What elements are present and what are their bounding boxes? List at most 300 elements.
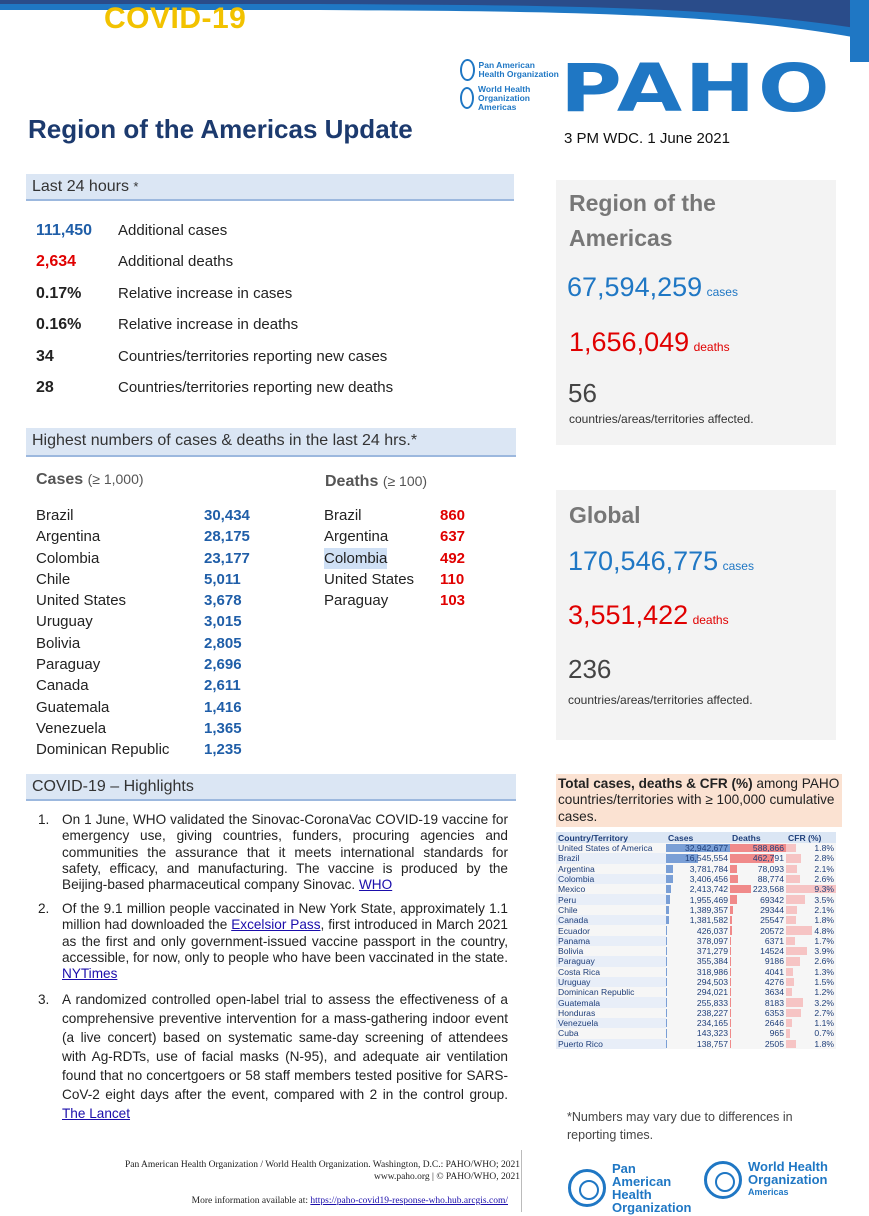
cell-deaths bbox=[730, 884, 786, 894]
table-row bbox=[556, 987, 836, 997]
deaths-subheader bbox=[325, 473, 427, 491]
cell-country: Mexico bbox=[556, 884, 666, 894]
cell-cfr bbox=[786, 905, 836, 915]
data-bar-cases bbox=[666, 916, 669, 924]
cases-value: 3,678 bbox=[204, 592, 242, 610]
global-cases bbox=[568, 546, 754, 577]
excelsior-pass-link[interactable]: Excelsior Pass bbox=[231, 917, 321, 933]
cell-deaths bbox=[730, 956, 786, 966]
highlight-number: 3. bbox=[38, 992, 50, 1007]
last24-row bbox=[36, 285, 292, 303]
table-row bbox=[556, 956, 836, 966]
footer-who-text-2: Organization bbox=[748, 1172, 828, 1187]
data-bar-cfr bbox=[786, 937, 795, 945]
cell-value-cases: 3,406,456 bbox=[689, 874, 728, 885]
col-deaths: Deaths bbox=[730, 832, 786, 843]
cell-value-cases: 1,955,469 bbox=[689, 894, 728, 905]
cell-value-cases: 318,986 bbox=[696, 966, 728, 977]
cell-deaths bbox=[730, 967, 786, 977]
cell-cfr bbox=[786, 936, 836, 946]
dashboard-link[interactable]: https://paho-covid19-response-who.hub.arcgis.com/ bbox=[310, 1196, 508, 1206]
deaths-country: Colombia bbox=[324, 548, 387, 569]
who-mini-text: World Health Organization bbox=[478, 83, 531, 103]
cell-cfr bbox=[786, 915, 836, 925]
cell-country: Brazil bbox=[556, 853, 666, 863]
cell-value-deaths: 25547 bbox=[760, 915, 784, 926]
cell-value-cfr: 2.1% bbox=[814, 863, 834, 874]
cell-cases bbox=[666, 997, 730, 1007]
cell-value-deaths: 588,866 bbox=[752, 843, 784, 854]
cell-cases bbox=[666, 843, 730, 853]
cases-value: 1,235 bbox=[204, 741, 242, 759]
more-info-label: More information available at: bbox=[191, 1196, 308, 1206]
highlight-item-1 bbox=[38, 812, 508, 893]
cell-value-deaths: 965 bbox=[769, 1028, 784, 1039]
cell-cfr bbox=[786, 925, 836, 935]
cell-value-deaths: 3634 bbox=[764, 987, 784, 998]
cell-cases bbox=[666, 987, 730, 997]
last24-value: 28 bbox=[36, 379, 54, 396]
cell-cfr bbox=[786, 977, 836, 987]
data-bar-cfr bbox=[786, 895, 805, 903]
global-deaths-value: 3,551,422 bbox=[568, 600, 689, 630]
cell-country: Uruguay bbox=[556, 977, 666, 987]
cases-value: 23,177 bbox=[204, 549, 250, 567]
cell-cases bbox=[666, 956, 730, 966]
cases-country: Dominican Republic bbox=[36, 741, 170, 759]
deaths-value: 860 bbox=[440, 507, 466, 524]
cell-value-cfr: 3.5% bbox=[814, 894, 834, 905]
data-bar-cases bbox=[666, 906, 669, 914]
footer-line1: Pan American Health Organization / World Health Organization. Washington, D.C.: PAHO/WHO; 2021 bbox=[124, 1160, 520, 1170]
cell-deaths bbox=[730, 977, 786, 987]
region-deaths bbox=[569, 327, 730, 358]
last24-value: 34 bbox=[36, 348, 54, 365]
cell-cases bbox=[666, 946, 730, 956]
data-bar-deaths bbox=[730, 947, 731, 955]
cell-cases bbox=[666, 1028, 730, 1038]
data-bar-deaths bbox=[730, 916, 732, 924]
last24-label: Relative increase in deaths bbox=[118, 316, 299, 333]
last24-row bbox=[36, 253, 233, 271]
cases-title: Cases bbox=[36, 471, 84, 488]
data-bar-deaths bbox=[730, 937, 731, 945]
region-heading-line2: Americas bbox=[569, 225, 673, 251]
table-row bbox=[556, 946, 836, 956]
cell-value-deaths: 6371 bbox=[764, 935, 784, 946]
cell-cases bbox=[666, 936, 730, 946]
table-row bbox=[556, 1018, 836, 1028]
data-bar-cfr bbox=[786, 978, 794, 986]
cell-value-cases: 16,545,554 bbox=[684, 853, 728, 864]
highlight-text: A randomized controlled open-label trial to assess the effectiveness of a comprehensive preventive intervention for a mass-gathering indoor event (a live concert) based on systematic same-day screening of attendees with Ag-RDTs, use of facial masks (N-95), and adequate air ventilation found that no concertgoers or 58 staff members tested positive for SARS-CoV-2 eight days after the event, compared with 2 in the control group. bbox=[62, 992, 508, 1102]
cases-value: 3,015 bbox=[204, 613, 242, 631]
deaths-country: Argentina bbox=[324, 528, 389, 546]
global-countries-label: countries/areas/territories affected. bbox=[568, 693, 753, 707]
cell-cases bbox=[666, 884, 730, 894]
cell-cfr bbox=[786, 884, 836, 894]
highlights-heading: COVID-19 – Highlights bbox=[32, 778, 194, 795]
deaths-value: 103 bbox=[440, 592, 466, 610]
cell-cfr bbox=[786, 874, 836, 884]
last24-label: Countries/territories reporting new deaths bbox=[118, 379, 394, 396]
cell-country: Venezuela bbox=[556, 1018, 666, 1028]
cases-value: 1,416 bbox=[204, 698, 242, 716]
highlight-number: 2. bbox=[38, 901, 50, 916]
deaths-value: 492 bbox=[440, 549, 466, 567]
cell-cases bbox=[666, 905, 730, 915]
footer-who-text-1: World Health bbox=[748, 1159, 828, 1174]
cases-value: 30,434 bbox=[204, 507, 250, 524]
region-deaths-unit: deaths bbox=[693, 340, 730, 354]
last24-asterisk: * bbox=[133, 179, 139, 194]
footer-who-text-3: Americas bbox=[748, 1187, 789, 1197]
cell-country: Ecuador bbox=[556, 925, 666, 935]
cell-cfr bbox=[786, 1039, 836, 1049]
cell-deaths bbox=[730, 1018, 786, 1028]
data-bar-cases bbox=[666, 865, 673, 873]
data-bar-cases bbox=[666, 937, 667, 945]
cases-country: Venezuela bbox=[36, 719, 107, 737]
cell-cases bbox=[666, 894, 730, 904]
last24-row bbox=[36, 316, 298, 334]
table-row bbox=[556, 915, 836, 925]
data-bar-cfr bbox=[786, 916, 796, 924]
who-source-link[interactable]: WHO bbox=[358, 877, 393, 893]
cell-value-deaths: 9186 bbox=[764, 956, 784, 967]
highlight-text-cont: , first introduced in March 2021 as the first and only government-issued vaccine passport in the country, accessible, for now, only to people who have been vaccinated in the state. bbox=[62, 917, 508, 965]
cell-value-cases: 355,384 bbox=[696, 956, 728, 967]
cell-cases bbox=[666, 864, 730, 874]
highest-heading: Highest numbers of cases & deaths in the last 24 hrs.* bbox=[32, 432, 418, 449]
cell-deaths bbox=[730, 1008, 786, 1018]
data-bar-cfr bbox=[786, 968, 793, 976]
cell-value-deaths: 20572 bbox=[760, 925, 784, 936]
data-bar-cases bbox=[666, 988, 667, 996]
cell-deaths bbox=[730, 915, 786, 925]
cell-country: Honduras bbox=[556, 1008, 666, 1018]
cell-cfr bbox=[786, 843, 836, 853]
data-bar-cfr bbox=[786, 906, 797, 914]
cases-value-list bbox=[204, 505, 250, 761]
deaths-value: 637 bbox=[440, 528, 466, 546]
data-bar-cfr bbox=[786, 947, 807, 955]
data-bar-deaths bbox=[730, 1029, 731, 1037]
cases-country: Uruguay bbox=[36, 613, 93, 631]
cell-cases bbox=[666, 853, 730, 863]
who-emblem-icon bbox=[704, 1161, 742, 1199]
cell-cases bbox=[666, 1008, 730, 1018]
cell-value-cases: 378,097 bbox=[696, 935, 728, 946]
last24-label: Countries/territories reporting new cases bbox=[118, 348, 388, 365]
data-bar-deaths bbox=[730, 1040, 731, 1048]
paho-mini-text: Pan American Health Organization bbox=[478, 60, 559, 79]
data-bar-cfr bbox=[786, 1029, 790, 1037]
deaths-country-list bbox=[324, 505, 414, 611]
cell-value-cfr: 4.8% bbox=[814, 925, 834, 936]
cell-value-cases: 294,503 bbox=[696, 977, 728, 987]
footer-paho-logo bbox=[568, 1162, 692, 1214]
cases-country: Colombia bbox=[36, 549, 100, 567]
deaths-country: United States bbox=[324, 570, 415, 588]
cell-value-cfr: 0.7% bbox=[814, 1028, 834, 1039]
region-heading bbox=[569, 186, 716, 256]
last24-value: 111,450 bbox=[36, 222, 93, 239]
table-row bbox=[556, 977, 836, 987]
table-footnote: *Numbers may vary due to differences in reporting times. bbox=[567, 1110, 793, 1142]
deaths-title: Deaths bbox=[325, 473, 379, 490]
cell-value-deaths: 4041 bbox=[764, 966, 784, 977]
cell-value-deaths: 78,093 bbox=[757, 863, 784, 874]
global-countries-value: 236 bbox=[568, 654, 612, 684]
partner-logos bbox=[460, 56, 560, 116]
cell-value-cfr: 1.3% bbox=[814, 966, 834, 977]
cell-value-cases: 3,781,784 bbox=[689, 863, 728, 874]
table-row bbox=[556, 864, 836, 874]
footer-divider bbox=[521, 1150, 522, 1212]
data-bar-deaths bbox=[730, 885, 751, 893]
cases-value: 5,011 bbox=[204, 570, 241, 588]
cell-deaths bbox=[730, 1028, 786, 1038]
cell-value-cfr: 1.8% bbox=[814, 843, 834, 854]
cell-country: Cuba bbox=[556, 1028, 666, 1038]
cases-country: United States bbox=[36, 592, 127, 610]
cell-value-deaths: 2646 bbox=[764, 1018, 784, 1029]
cell-country: Paraguay bbox=[556, 956, 666, 966]
cell-value-cfr: 3.9% bbox=[814, 946, 834, 957]
data-bar-deaths bbox=[730, 957, 731, 965]
data-bar-cases bbox=[666, 1040, 667, 1048]
table-row bbox=[556, 894, 836, 904]
data-bar-deaths bbox=[730, 865, 737, 873]
deaths-threshold: (≥ 100) bbox=[382, 473, 428, 489]
last24-row bbox=[36, 348, 387, 366]
table-row bbox=[556, 936, 836, 946]
cell-country: Guatemala bbox=[556, 997, 666, 1007]
paho-logo: PAHO bbox=[560, 50, 833, 127]
cell-value-cases: 2,413,742 bbox=[689, 884, 728, 895]
nytimes-source-link[interactable]: NYTimes bbox=[62, 966, 118, 982]
cell-deaths bbox=[730, 894, 786, 904]
cell-country: Peru bbox=[556, 894, 666, 904]
table-row bbox=[556, 843, 836, 853]
cell-deaths bbox=[730, 864, 786, 874]
highest-header bbox=[26, 428, 516, 457]
cases-value: 2,611 bbox=[204, 677, 241, 695]
cell-cfr bbox=[786, 894, 836, 904]
who-globe-icon bbox=[460, 87, 474, 109]
last24-row bbox=[36, 379, 393, 397]
data-bar-cases bbox=[666, 998, 667, 1006]
cell-cases bbox=[666, 915, 730, 925]
cases-country: Argentina bbox=[36, 528, 101, 546]
highlight-number: 1. bbox=[38, 812, 50, 827]
cell-deaths bbox=[730, 843, 786, 853]
cell-value-cases: 1,381,582 bbox=[689, 915, 728, 926]
cell-deaths bbox=[730, 925, 786, 935]
last24-row bbox=[36, 222, 227, 240]
cell-value-cases: 426,037 bbox=[696, 925, 728, 936]
data-bar-cfr bbox=[786, 1009, 801, 1017]
col-country: Country/Territory bbox=[556, 832, 666, 843]
cell-country: Chile bbox=[556, 905, 666, 915]
last24-header bbox=[26, 174, 514, 201]
cases-country: Bolivia bbox=[36, 634, 81, 652]
cell-deaths bbox=[730, 1039, 786, 1049]
data-bar-cfr bbox=[786, 1019, 792, 1027]
table-caption-bold: Total cases, deaths & CFR (%) bbox=[558, 776, 753, 791]
cases-value: 28,175 bbox=[204, 528, 250, 546]
region-heading-line1: Region of the bbox=[569, 190, 716, 216]
cell-value-cases: 255,833 bbox=[696, 997, 728, 1008]
last24-value: 2,634 bbox=[36, 253, 77, 270]
cell-cases bbox=[666, 977, 730, 987]
data-bar-deaths bbox=[730, 978, 731, 986]
cell-value-cfr: 2.6% bbox=[814, 956, 834, 967]
global-cases-value: 170,546,775 bbox=[568, 546, 719, 576]
highlight-text: Of the 9.1 million people vaccinated in New York State, approximately 1.1 million had downloaded the bbox=[62, 901, 508, 933]
cases-value: 2,805 bbox=[204, 634, 242, 652]
region-deaths-value: 1,656,049 bbox=[569, 327, 690, 357]
cases-value: 1,365 bbox=[204, 719, 242, 737]
cases-country: Chile bbox=[36, 570, 71, 588]
highlight-text: On 1 June, WHO validated the Sinovac-CoronaVac COVID-19 vaccine for emergency use, giving countries, funders, procuring agencies and communities the assurance that it meets international standards for safety, efficacy, and manufacturing. The vaccine is produced by the Beijing-based pharmaceutical company Sinovac. bbox=[62, 812, 508, 893]
global-deaths bbox=[568, 600, 729, 631]
data-bar-cfr bbox=[786, 844, 796, 852]
footer-who-logo bbox=[704, 1160, 828, 1199]
cases-country: Guatemala bbox=[36, 698, 110, 716]
cell-country: Costa Rica bbox=[556, 967, 666, 977]
cell-cases bbox=[666, 967, 730, 977]
cell-value-deaths: 462,791 bbox=[752, 853, 784, 864]
highlight-item-3 bbox=[38, 990, 508, 1123]
data-bar-deaths bbox=[730, 988, 731, 996]
highlights-header bbox=[26, 774, 516, 801]
cell-deaths bbox=[730, 853, 786, 863]
lancet-source-link[interactable]: The Lancet bbox=[62, 1106, 131, 1121]
cell-value-deaths: 8183 bbox=[764, 997, 784, 1008]
report-date: 3 PM WDC. 1 June 2021 bbox=[564, 130, 730, 147]
data-bar-deaths bbox=[730, 998, 731, 1006]
cell-value-cfr: 1.5% bbox=[814, 977, 834, 987]
last24-heading: Last 24 hours bbox=[32, 178, 129, 195]
region-countries-value: 56 bbox=[568, 378, 597, 408]
cell-value-cfr: 3.2% bbox=[814, 997, 834, 1008]
cell-deaths bbox=[730, 997, 786, 1007]
cell-country: Panama bbox=[556, 936, 666, 946]
last24-label: Relative increase in cases bbox=[118, 285, 293, 302]
data-bar-deaths bbox=[730, 895, 737, 903]
cell-cfr bbox=[786, 1018, 836, 1028]
cell-country: Argentina bbox=[556, 864, 666, 874]
cell-value-cfr: 9.3% bbox=[814, 884, 834, 895]
cases-country: Paraguay bbox=[36, 656, 101, 674]
data-bar-cfr bbox=[786, 1040, 796, 1048]
table-row bbox=[556, 853, 836, 863]
deaths-country: Paraguay bbox=[324, 592, 389, 610]
footer-paho-text: Pan American Health Organization bbox=[612, 1161, 692, 1215]
cell-country: Bolivia bbox=[556, 946, 666, 956]
cases-threshold: (≥ 1,000) bbox=[87, 471, 144, 487]
cell-value-deaths: 4276 bbox=[764, 977, 784, 987]
banner-title: COVID-19 bbox=[104, 2, 247, 35]
cell-value-cfr: 1.7% bbox=[814, 935, 834, 946]
cell-value-cases: 1,389,357 bbox=[689, 904, 728, 915]
cell-value-deaths: 14524 bbox=[760, 946, 784, 957]
footer-credits bbox=[80, 1160, 520, 1183]
table-caption-text-1: among bbox=[756, 776, 798, 791]
data-bar-cfr bbox=[786, 988, 792, 996]
data-bar-cases bbox=[666, 957, 667, 965]
page-title: Region of the Americas Update bbox=[28, 114, 413, 144]
table-row bbox=[556, 1039, 836, 1049]
cell-value-cfr: 1.1% bbox=[814, 1018, 834, 1029]
cell-value-cfr: 2.7% bbox=[814, 1007, 834, 1018]
cell-cfr bbox=[786, 946, 836, 956]
data-bar-cfr bbox=[786, 865, 797, 873]
cell-cases bbox=[666, 925, 730, 935]
cases-value: 2,696 bbox=[204, 656, 242, 674]
cell-cfr bbox=[786, 853, 836, 863]
cell-value-cases: 234,165 bbox=[696, 1018, 728, 1029]
table-row bbox=[556, 1028, 836, 1038]
region-cases bbox=[567, 272, 738, 303]
cell-deaths bbox=[730, 946, 786, 956]
last24-label: Additional cases bbox=[118, 222, 228, 239]
data-bar-deaths bbox=[730, 968, 731, 976]
table-row bbox=[556, 874, 836, 884]
cell-cfr bbox=[786, 864, 836, 874]
deaths-value-list bbox=[440, 505, 465, 611]
cell-cases bbox=[666, 874, 730, 884]
data-bar-cases bbox=[666, 1029, 667, 1037]
data-bar-cfr bbox=[786, 998, 803, 1006]
table-row bbox=[556, 997, 836, 1007]
last24-label: Additional deaths bbox=[118, 253, 234, 270]
cell-cfr bbox=[786, 967, 836, 977]
cell-value-deaths: 223,568 bbox=[752, 884, 784, 895]
cell-cfr bbox=[786, 956, 836, 966]
cell-value-deaths: 69342 bbox=[760, 894, 784, 905]
cell-country: Puerto Rico bbox=[556, 1039, 666, 1049]
cell-value-cases: 32,942,677 bbox=[684, 843, 728, 854]
cell-value-cfr: 1.8% bbox=[814, 915, 834, 926]
data-bar-cases bbox=[666, 875, 673, 883]
cell-cfr bbox=[786, 987, 836, 997]
cell-value-cases: 143,323 bbox=[696, 1028, 728, 1039]
data-bar-cases bbox=[666, 895, 670, 903]
data-bar-deaths bbox=[730, 906, 733, 914]
cases-country: Canada bbox=[36, 677, 89, 695]
deaths-country: Brazil bbox=[324, 507, 362, 524]
global-deaths-unit: deaths bbox=[692, 613, 729, 627]
data-bar-cases bbox=[666, 978, 667, 986]
table-header-row bbox=[556, 832, 836, 843]
footer-line2: www.paho.org | © PAHO/WHO, 2021 bbox=[374, 1171, 520, 1182]
deaths-value: 110 bbox=[440, 570, 465, 588]
data-bar-cases bbox=[666, 885, 671, 893]
global-cases-unit: cases bbox=[722, 559, 754, 573]
table-row bbox=[556, 905, 836, 915]
footer-more-info bbox=[80, 1196, 508, 1206]
cell-cases bbox=[666, 1039, 730, 1049]
data-bar-cfr bbox=[786, 926, 812, 934]
data-bar-deaths bbox=[730, 875, 738, 883]
cell-value-deaths: 6353 bbox=[764, 1007, 784, 1018]
cell-country: Canada bbox=[556, 915, 666, 925]
cell-country: Colombia bbox=[556, 874, 666, 884]
cell-value-deaths: 2505 bbox=[764, 1038, 784, 1049]
